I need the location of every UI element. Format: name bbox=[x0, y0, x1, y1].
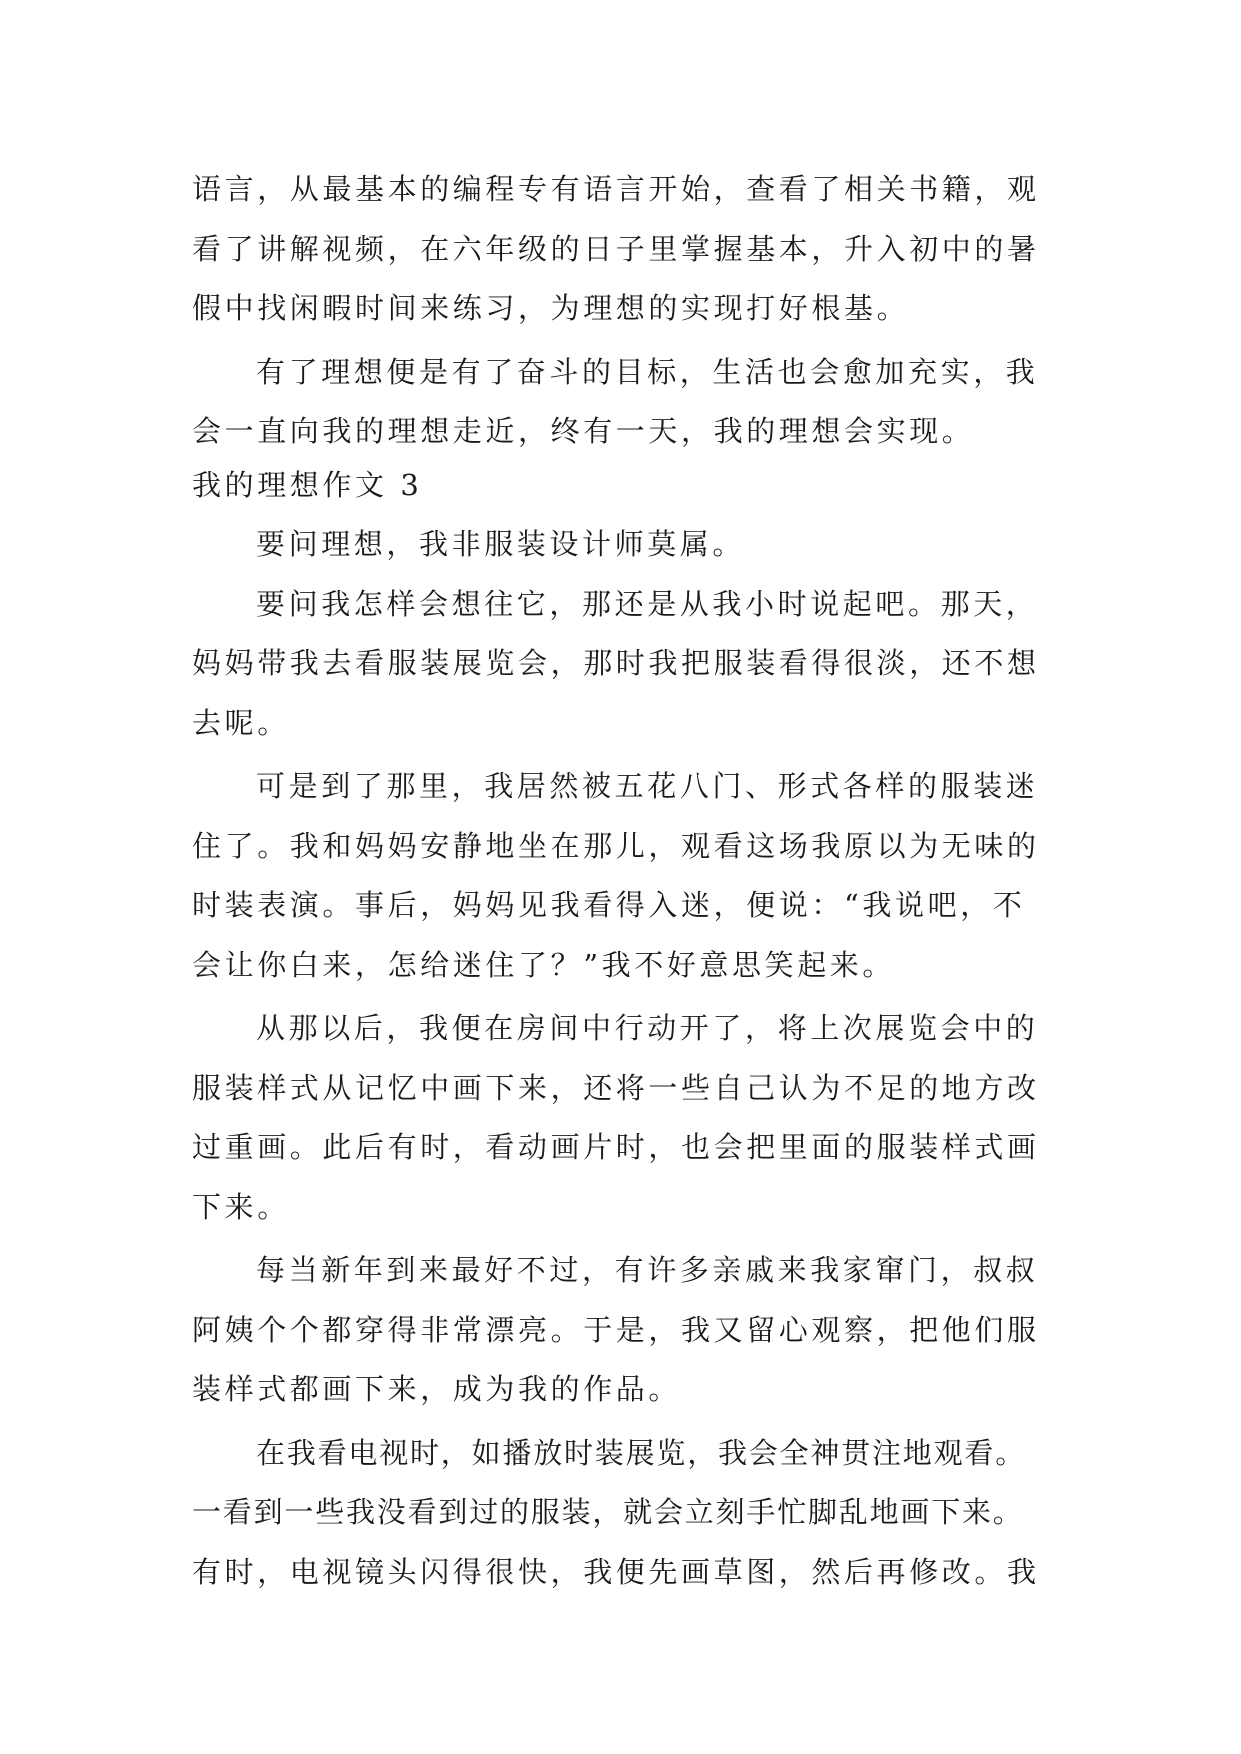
text-line: 有了理想便是有了奋斗的目标，生活也会愈加充实，我 bbox=[256, 354, 1039, 389]
text-line: 服装样式从记忆中画下来，还将一些自己认为不足的地方改 bbox=[192, 1070, 1040, 1105]
heading-text: 我的理想作文 3 bbox=[192, 467, 423, 502]
text-line: 一看到一些我没看到过的服装，就会立刻手忙脚乱地画下来。 bbox=[192, 1495, 1024, 1529]
text-line: 下来。 bbox=[192, 1189, 290, 1224]
text-line: 从那以后，我便在房间中行动开了，将上次展览会中的 bbox=[256, 1011, 1039, 1045]
paragraph bbox=[192, 160, 1052, 339]
text-line: 过重画。此后有时，看动画片时，也会把里面的服装样式画 bbox=[192, 1130, 1040, 1164]
text-line: 去呢。 bbox=[192, 705, 290, 740]
text-line: 阿姨个个都穿得非常漂亮。于是，我又留心观察，把他们服 bbox=[192, 1312, 1040, 1347]
text-line: 要问我怎样会想往它，那还是从我小时说起吧。那天， bbox=[256, 586, 1039, 621]
text-line: 在我看电视时，如播放时装展览，我会全神贯注地观看。 bbox=[256, 1435, 1027, 1470]
paragraph bbox=[192, 343, 1052, 462]
paragraph bbox=[192, 999, 1052, 1237]
text-line: 每当新年到来最好不过，有许多亲戚来我家窜门，叔叔 bbox=[256, 1253, 1039, 1287]
text-line: 看了讲解视频，在六年级的日子里掌握基本，升入初中的暑 bbox=[192, 231, 1040, 266]
paragraph bbox=[192, 757, 1052, 995]
text-line: 会一直向我的理想走近，终有一天，我的理想会实现。 bbox=[192, 414, 975, 448]
text-line: 会让你白来，怎给迷住了？”我不好意思笑起来。 bbox=[192, 947, 896, 982]
text-line: 装样式都画下来，成为我的作品。 bbox=[192, 1372, 682, 1406]
paragraph bbox=[192, 1241, 1052, 1420]
paragraph bbox=[192, 515, 1052, 575]
text-line: 有时，电视镜头闪得很快，我便先画草图，然后再修改。我 bbox=[192, 1554, 1040, 1589]
paragraph bbox=[192, 575, 1052, 754]
document-body bbox=[192, 160, 1052, 1602]
text-line: 要问理想，我非服装设计师莫属。 bbox=[256, 527, 746, 561]
text-line: 时装表演。事后，妈妈见我看得入迷，便说：“我说吧，不 bbox=[192, 888, 1026, 922]
paragraph bbox=[192, 1424, 1052, 1603]
text-line: 语言，从最基本的编程专有语言开始，查看了相关书籍，观 bbox=[192, 172, 1040, 206]
text-line: 住了。我和妈妈安静地坐在那儿，观看这场我原以为无味的 bbox=[192, 828, 1040, 863]
section-heading bbox=[192, 456, 1052, 516]
text-line: 妈妈带我去看服装展览会，那时我把服装看得很淡，还不想 bbox=[192, 646, 1040, 680]
text-line: 可是到了那里，我居然被五花八门、形式各样的服装迷 bbox=[256, 769, 1039, 803]
text-line: 假中找闲暇时间来练习，为理想的实现打好根基。 bbox=[192, 291, 910, 325]
